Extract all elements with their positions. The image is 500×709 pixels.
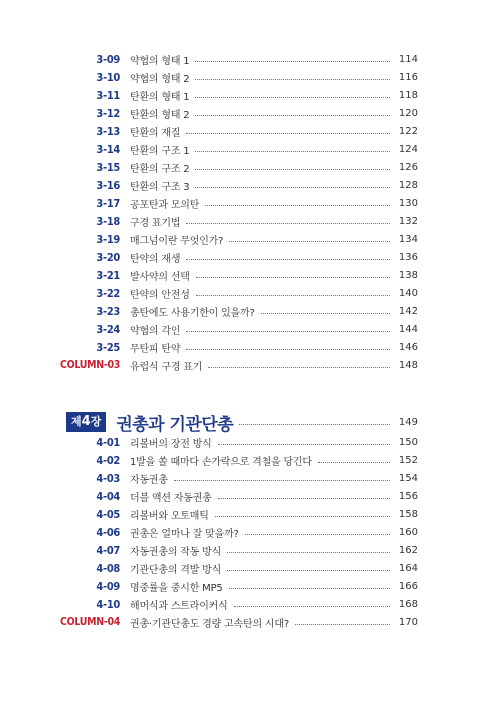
entry-number: 4-10 — [96, 597, 120, 611]
toc-entry[interactable] — [58, 541, 418, 559]
entry-number: 3-11 — [96, 88, 120, 102]
column-number: COLUMN-03 — [60, 359, 120, 371]
entry-page: 168 — [398, 598, 418, 610]
toc-entry[interactable] — [58, 338, 418, 356]
toc-entry[interactable] — [58, 212, 418, 230]
toc-entry[interactable] — [58, 50, 418, 68]
toc-entry[interactable] — [58, 86, 418, 104]
entry-number: 4-03 — [96, 471, 120, 485]
entry-title: 탄환의 구조 2 — [130, 163, 190, 175]
leader-dots — [295, 623, 390, 625]
entry-page: 146 — [398, 341, 418, 353]
leader-dots — [196, 276, 390, 278]
entry-page: 142 — [398, 305, 418, 317]
entry-title: 1발을 쏠 때마다 손가락으로 격철을 당긴다 — [130, 456, 312, 468]
column-number: COLUMN-04 — [60, 616, 120, 628]
entry-number: 3-19 — [96, 232, 120, 246]
leader-dots — [227, 569, 390, 571]
entry-page: 118 — [398, 89, 418, 101]
toc-entry[interactable] — [58, 487, 418, 505]
leader-dots — [186, 348, 390, 350]
entry-page: 114 — [398, 53, 418, 65]
entry-page: 130 — [398, 197, 418, 209]
entry-title: 탄환의 형태 1 — [130, 91, 190, 103]
entry-title: 약협의 형태 1 — [130, 55, 190, 67]
entry-title: 유럽식 구경 표기 — [130, 361, 203, 373]
entry-title: 권총은 얼마나 잘 맞을까? — [130, 528, 239, 540]
entry-number: 4-01 — [96, 435, 120, 449]
toc-entry[interactable] — [58, 595, 418, 613]
entry-number: 4-02 — [96, 453, 120, 467]
entry-number: 4-09 — [96, 579, 120, 593]
entry-number: 3-15 — [96, 160, 120, 174]
entry-number: 3-22 — [96, 286, 120, 300]
leader-dots — [195, 78, 390, 80]
leader-dots — [205, 204, 390, 206]
toc-entry[interactable] — [58, 451, 418, 469]
entry-page: 170 — [398, 616, 418, 628]
leader-dots — [186, 222, 390, 224]
entry-page: 144 — [398, 323, 418, 335]
entry-number: 3-18 — [96, 214, 120, 228]
entry-page: 164 — [398, 562, 418, 574]
entry-page: 156 — [398, 490, 418, 502]
entry-title: 명중률을 중시한 MP5 — [130, 582, 223, 594]
entry-number: 4-08 — [96, 561, 120, 575]
toc-entry[interactable] — [58, 505, 418, 523]
chapter-title: 권총과 기관단총 — [116, 414, 234, 435]
leader-dots — [186, 258, 390, 260]
entry-number: 3-16 — [96, 178, 120, 192]
entry-title: 발사약의 선택 — [130, 271, 190, 283]
entry-page: 154 — [398, 472, 418, 484]
entry-title: 총탄에도 사용기한이 있을까? — [130, 307, 255, 319]
leader-dots — [229, 587, 390, 589]
entry-number: 3-20 — [96, 250, 120, 264]
leader-dots — [215, 515, 390, 517]
entry-number: 3-21 — [96, 268, 120, 282]
toc-entry-column[interactable] — [58, 613, 418, 631]
entry-page: 134 — [398, 233, 418, 245]
entry-title: 탄환의 구조 3 — [130, 181, 190, 193]
entry-number: 3-24 — [96, 322, 120, 336]
entry-page: 126 — [398, 161, 418, 173]
leader-dots — [195, 168, 390, 170]
toc-entry[interactable] — [58, 320, 418, 338]
toc-entry[interactable] — [58, 559, 418, 577]
toc-entry[interactable] — [58, 433, 418, 451]
chapter-heading[interactable] — [58, 411, 418, 433]
entry-title: 구경 표기법 — [130, 217, 181, 229]
entry-page: 128 — [398, 179, 418, 191]
entry-page: 136 — [398, 251, 418, 263]
entry-title: 리볼버의 장전 방식 — [130, 438, 212, 450]
entry-number: 3-09 — [96, 52, 120, 66]
entry-number: 3-17 — [96, 196, 120, 210]
toc-entry[interactable] — [58, 230, 418, 248]
leader-dots — [195, 150, 390, 152]
entry-title: 기관단총의 격발 방식 — [130, 564, 222, 576]
entry-title: 탄약의 재생 — [130, 253, 181, 265]
toc-entry[interactable] — [58, 469, 418, 487]
entry-page: 166 — [398, 580, 418, 592]
leader-dots — [234, 605, 390, 607]
leader-dots — [261, 312, 390, 314]
leader-dots — [195, 60, 390, 62]
entry-title: 자동권총의 작동 방식 — [130, 546, 222, 558]
toc-entry[interactable] — [58, 523, 418, 541]
toc-entry[interactable] — [58, 122, 418, 140]
toc-entry[interactable] — [58, 176, 418, 194]
entry-page: 124 — [398, 143, 418, 155]
entry-number: 3-13 — [96, 124, 120, 138]
entry-title: 매그넘이란 무엇인가? — [130, 235, 224, 247]
toc-entry[interactable] — [58, 266, 418, 284]
leader-dots — [318, 461, 390, 463]
entry-title: 공포탄과 모의탄 — [130, 199, 200, 211]
entry-title: 무탄피 탄약 — [130, 343, 181, 355]
entry-number: 3-23 — [96, 304, 120, 318]
entry-title: 권총·기관단총도 경량 고속탄의 시대? — [130, 618, 289, 630]
leader-dots — [208, 366, 390, 368]
leader-dots — [195, 96, 390, 98]
entry-title: 리볼버와 오토매틱 — [130, 510, 209, 522]
entry-page: 138 — [398, 269, 418, 281]
entry-number: 3-14 — [96, 142, 120, 156]
entry-number: 3-25 — [96, 340, 120, 354]
entry-number: 3-10 — [96, 70, 120, 84]
entry-page: 140 — [398, 287, 418, 299]
entry-page: 150 — [398, 436, 418, 448]
toc-entry[interactable] — [58, 248, 418, 266]
entry-page: 152 — [398, 454, 418, 466]
entry-title: 탄환의 형태 2 — [130, 109, 190, 121]
leader-dots — [174, 479, 390, 481]
entry-page: 162 — [398, 544, 418, 556]
entry-page: 120 — [398, 107, 418, 119]
leader-dots — [239, 423, 390, 425]
leader-dots — [227, 551, 390, 553]
leader-dots — [186, 330, 390, 332]
leader-dots — [186, 132, 390, 134]
entry-title: 탄약의 안전성 — [130, 289, 190, 301]
entry-number: 4-04 — [96, 489, 120, 503]
entry-title: 약협의 각인 — [130, 325, 181, 337]
entry-title: 탄환의 재질 — [130, 127, 181, 139]
leader-dots — [218, 443, 390, 445]
entry-page: 132 — [398, 215, 418, 227]
leader-dots — [195, 114, 390, 116]
entry-title: 자동권총 — [130, 474, 168, 486]
toc-entry[interactable] — [58, 158, 418, 176]
entry-number: 3-12 — [96, 106, 120, 120]
chapter-badge: 제4장 — [66, 412, 106, 432]
toc-entry[interactable] — [58, 140, 418, 158]
leader-dots — [245, 533, 390, 535]
entry-number: 4-06 — [96, 525, 120, 539]
chapter-page: 149 — [398, 416, 418, 428]
toc-entry[interactable] — [58, 104, 418, 122]
entry-page: 116 — [398, 71, 418, 83]
entry-title: 약협의 형태 2 — [130, 73, 190, 85]
toc-entry[interactable] — [58, 194, 418, 212]
toc-entry[interactable] — [58, 302, 418, 320]
leader-dots — [196, 294, 390, 296]
entry-number: 4-05 — [96, 507, 120, 521]
entry-page: 160 — [398, 526, 418, 538]
leader-dots — [218, 497, 390, 499]
entry-title: 해머식과 스트라이커식 — [130, 600, 228, 612]
toc-entry[interactable] — [58, 577, 418, 595]
toc-entry-column[interactable] — [58, 356, 418, 374]
entry-page: 148 — [398, 359, 418, 371]
leader-dots — [195, 186, 390, 188]
toc-entry[interactable] — [58, 284, 418, 302]
entry-page: 122 — [398, 125, 418, 137]
entry-number: 4-07 — [96, 543, 120, 557]
entry-title: 탄환의 구조 1 — [130, 145, 190, 157]
entry-title: 더블 액션 자동권총 — [130, 492, 212, 504]
entry-page: 158 — [398, 508, 418, 520]
leader-dots — [229, 240, 390, 242]
toc-entry[interactable] — [58, 68, 418, 86]
